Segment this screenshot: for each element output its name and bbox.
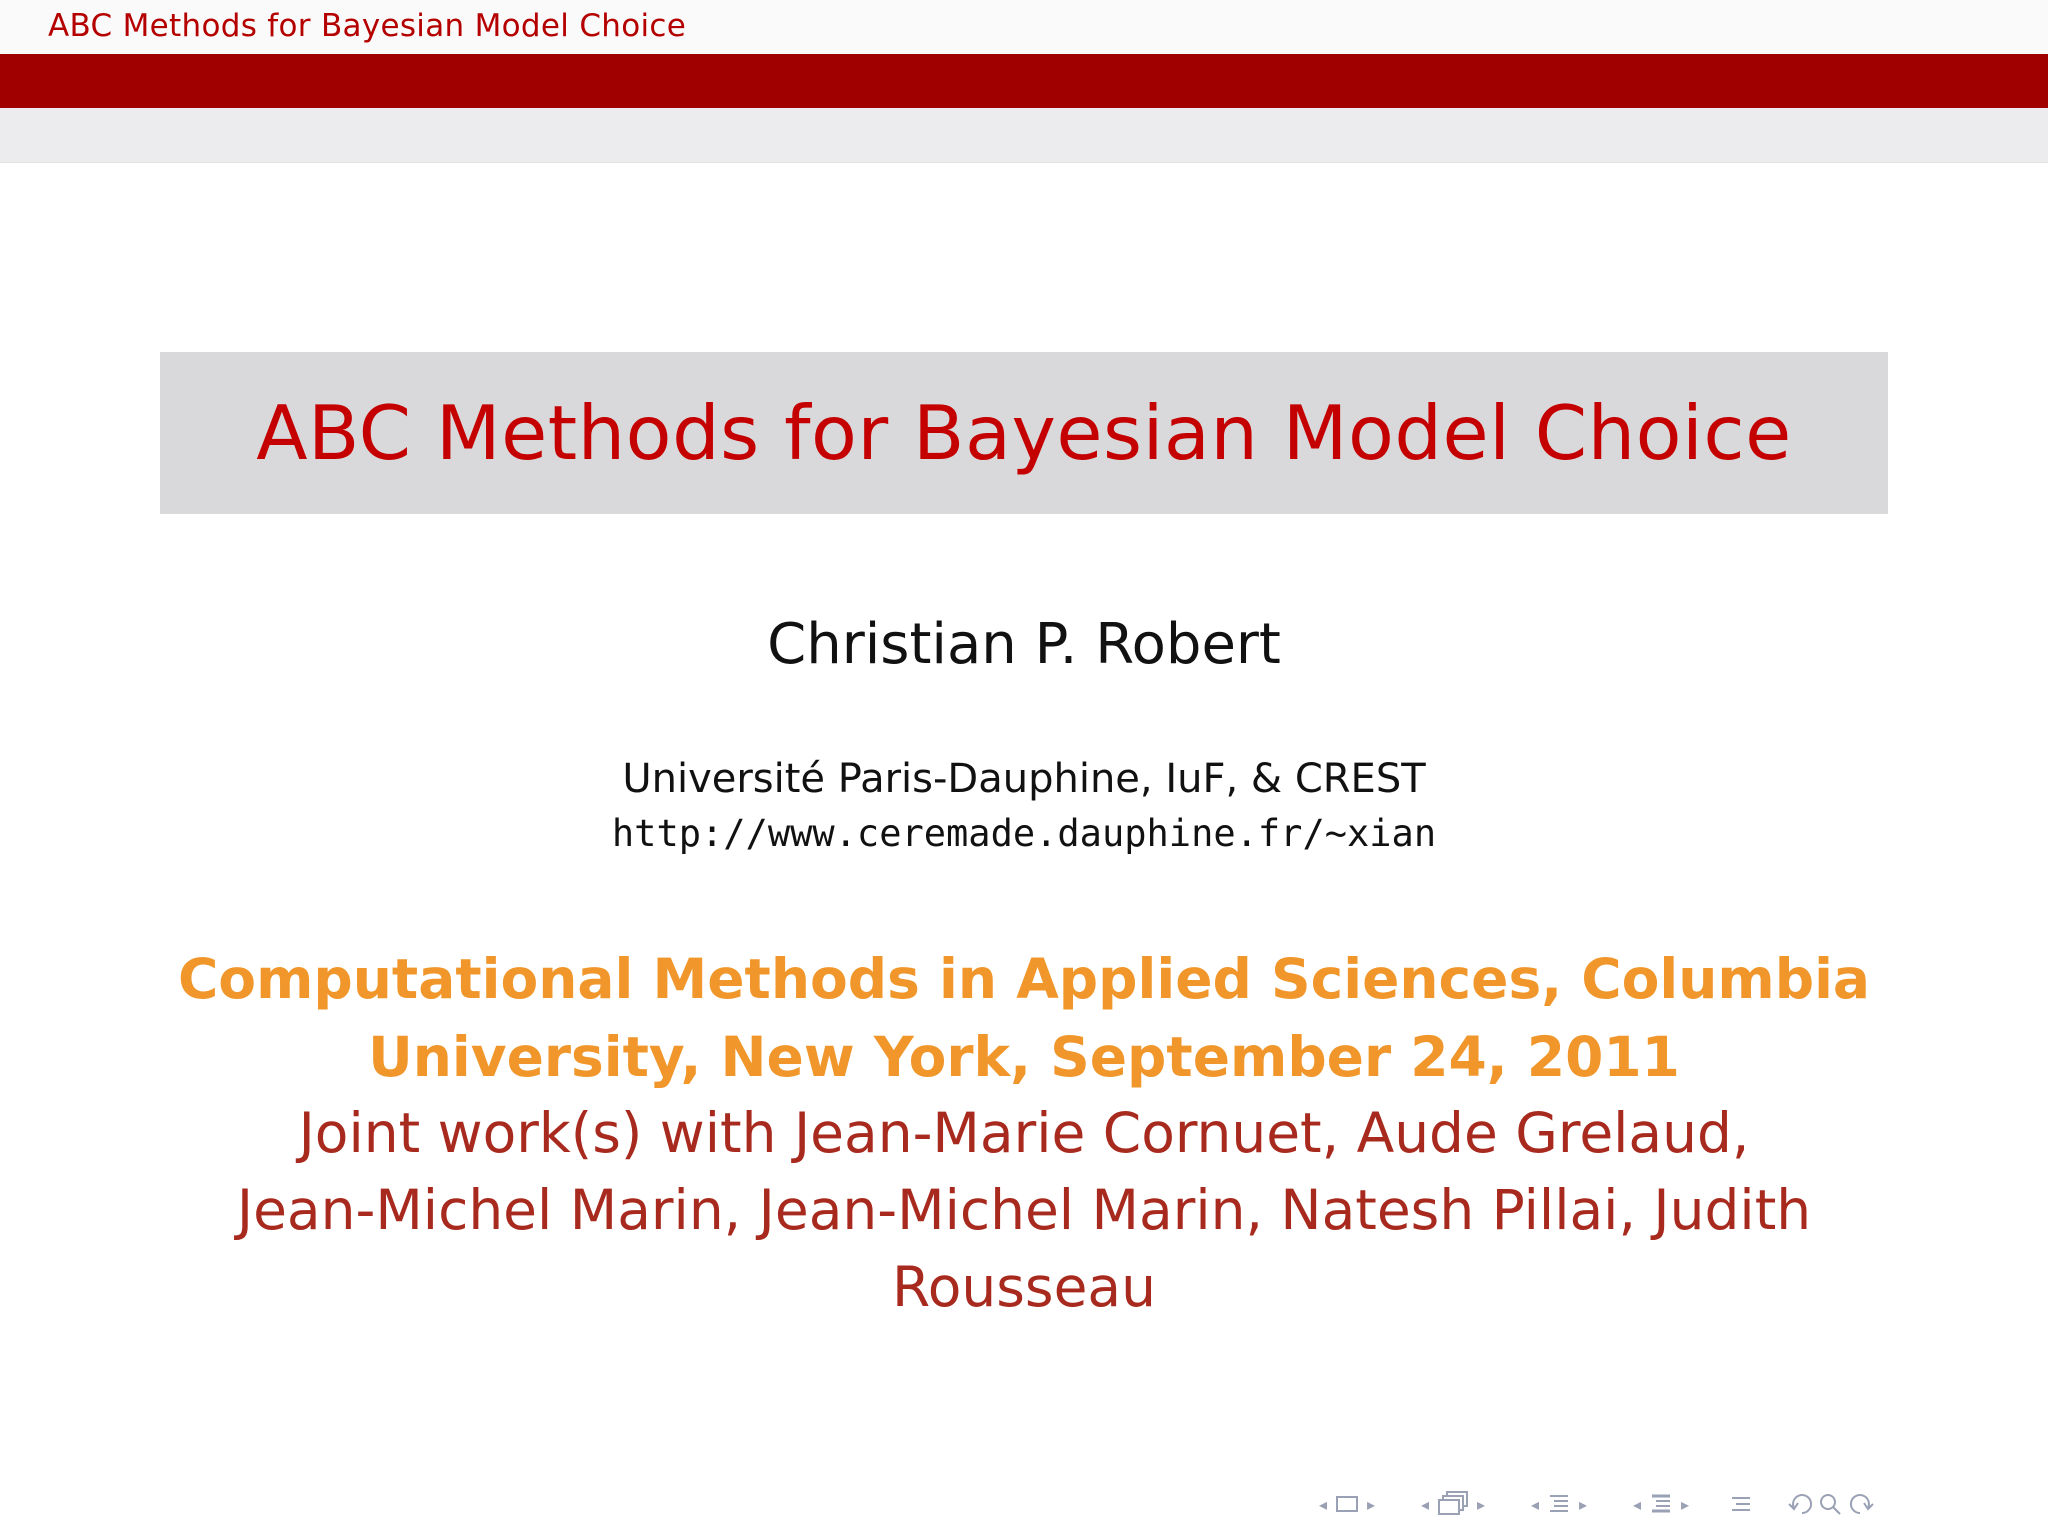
event-info: [160, 940, 1888, 1096]
section-prev-arrow-icon[interactable]: ◂: [1632, 1494, 1642, 1514]
headline-bar: [0, 0, 2048, 54]
event-line-2: University, New York, September 24, 2011: [368, 1025, 1680, 1089]
section-next-arrow-icon[interactable]: ▸: [1680, 1494, 1690, 1514]
beamer-navigation: [1312, 1488, 2032, 1520]
affiliation: Université Paris-Dauphine, IuF, & CREST: [622, 756, 1426, 802]
joint-work-line-2: Jean-Michel Marin, Jean-Michel Marin, Natesh Pillai, Judith: [236, 1178, 1812, 1242]
slide-title: ABC Methods for Bayesian Model Choice: [256, 389, 1792, 477]
header-red-band: [0, 54, 2048, 108]
header-grey-band: [0, 108, 2048, 163]
back-icon[interactable]: [1786, 1490, 1816, 1518]
slide-icon[interactable]: [1334, 1493, 1360, 1515]
joint-work-line-1: Joint work(s) with Jean-Marie Cornuet, Aude Grelaud,: [298, 1101, 1750, 1165]
homepage-url[interactable]: http://www.ceremade.dauphine.fr/~xian: [611, 812, 1437, 855]
section-icon[interactable]: [1648, 1490, 1674, 1518]
event-line-1: Computational Methods in Applied Sciences, Columbia: [177, 947, 1871, 1011]
running-title: ABC Methods for Bayesian Model Choice: [48, 8, 687, 44]
subsection-prev-arrow-icon[interactable]: ◂: [1530, 1494, 1540, 1514]
subsection-next-arrow-icon[interactable]: ▸: [1578, 1494, 1588, 1514]
appendix-icon[interactable]: [1728, 1490, 1754, 1518]
frame-icon[interactable]: [1436, 1490, 1470, 1518]
forward-icon[interactable]: [1846, 1490, 1876, 1518]
joint-work-line-3: Rousseau: [892, 1255, 1156, 1319]
title-box: [160, 352, 1888, 514]
search-icon[interactable]: [1816, 1490, 1846, 1518]
slide-prev-arrow-icon[interactable]: ◂: [1318, 1494, 1328, 1514]
frame-next-arrow-icon[interactable]: ▸: [1476, 1494, 1486, 1514]
slide-next-arrow-icon[interactable]: ▸: [1366, 1494, 1376, 1514]
author-name: Christian P. Robert: [767, 612, 1281, 677]
subsection-icon[interactable]: [1546, 1490, 1572, 1518]
joint-work: [160, 1095, 1888, 1326]
frame-prev-arrow-icon[interactable]: ◂: [1420, 1494, 1430, 1514]
